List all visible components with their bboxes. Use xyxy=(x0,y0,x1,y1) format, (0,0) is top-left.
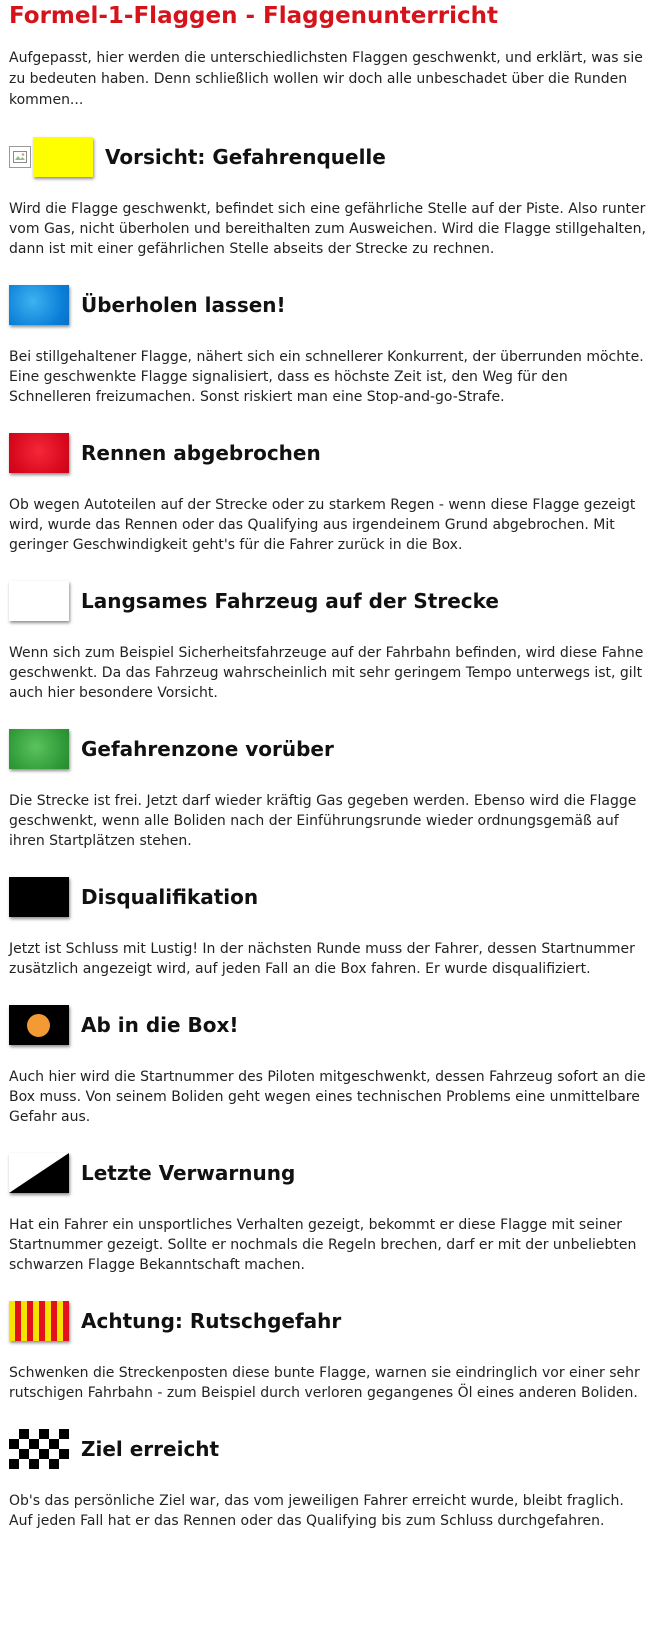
flag-section-checkered xyxy=(9,1427,646,1531)
flag-head xyxy=(9,1003,646,1047)
intro-text: Aufgepasst, hier werden die unterschiedlichsten Flaggen geschwenkt, und erklärt, was sie zu bedeuten haben. Denn schließlich wollen wir doch alle unbeschadet über die Runden kommen... xyxy=(9,50,643,108)
flag-description: Ob's das persönliche Ziel war, das vom jeweiligen Fahrer erreicht wurde, bleibt fraglich. Auf jeden Fall hat er das Rennen oder das Qualifying bis zum Schluss durchgefahren. xyxy=(9,1493,624,1529)
flag-section-yellow xyxy=(9,135,646,259)
flag-section-striped xyxy=(9,1299,646,1403)
flag-head xyxy=(9,431,646,475)
flag-heading: Gefahrenzone vorüber xyxy=(81,737,334,761)
green-flag-icon xyxy=(9,729,69,769)
flag-heading: Ab in die Box! xyxy=(81,1013,239,1037)
flag-head xyxy=(9,579,646,623)
checkered-flag-icon xyxy=(9,1429,69,1469)
flag-heading: Rennen abgebrochen xyxy=(81,441,321,465)
flag-head xyxy=(9,135,646,179)
flag-description: Hat ein Fahrer ein unsportliches Verhalten gezeigt, bekommt er diese Flagge mit seiner Startnummer gezeigt. Sollte er nochmals die Regeln brechen, darf er mit der unbeliebten schwarzen Flagge Bekanntschaft machen. xyxy=(9,1217,637,1273)
flag-section-black-white xyxy=(9,1151,646,1275)
flag-head xyxy=(9,875,646,919)
flag-description: Schwenken die Streckenposten diese bunte Flagge, warnen sie eindringlich vor einer sehr rutschigen Fahrbahn - zum Beispiel durch verloren gegangenes Öl eines anderen Boliden. xyxy=(9,1365,640,1401)
flag-description: Auch hier wird die Startnummer des Piloten mitgeschwenkt, dessen Fahrzeug sofort an die Box muss. Von seinem Boliden geht wegen eines technischen Problems eine unmittelbare Gefahr aus. xyxy=(9,1069,646,1125)
flag-description: Wird die Flagge geschwenkt, befindet sich eine gefährliche Stelle auf der Piste. Also runter vom Gas, nicht überholen und bereithalten zum Ausweichen. Wird die Flagge stillgehalten, dann ist mit einer gefährlichen Stelle abseits der Strecke zu rechnen. xyxy=(9,201,646,257)
flag-description: Die Strecke ist frei. Jetzt darf wieder kräftig Gas gegeben werden. Ebenso wird die Flagge geschwenkt, wenn alle Boliden nach der Einführungsrunde wieder ordnungsgemäß auf ihren Startplätzen stehen. xyxy=(9,793,637,849)
broken-image-icon xyxy=(9,146,31,168)
flag-description: Jetzt ist Schluss mit Lustig! In der nächsten Runde muss der Fahrer, dessen Startnummer zusätzlich angezeigt wird, auf jeden Fall an die Box fahren. Er wurde disqualifiziert. xyxy=(9,941,635,977)
yellow-red-striped-flag-icon xyxy=(9,1301,69,1341)
flag-section-black xyxy=(9,875,646,979)
black-orange-disc-flag-icon xyxy=(9,1005,69,1045)
flag-section-white xyxy=(9,579,646,703)
black-flag-icon xyxy=(9,877,69,917)
blue-flag-icon xyxy=(9,285,69,325)
flag-head xyxy=(9,283,646,327)
flag-heading: Letzte Verwarnung xyxy=(81,1161,296,1185)
flag-description: Ob wegen Autoteilen auf der Strecke oder zu starkem Regen - wenn diese Flagge gezeigt wird, wurde das Rennen oder das Qualifying aus irgendeinem Grund abgebrochen. Mit geringer Geschwindigkeit geht's für die Fahrer zurück in die Box. xyxy=(9,497,636,553)
black-white-diagonal-flag-icon xyxy=(9,1153,69,1193)
flag-heading: Achtung: Rutschgefahr xyxy=(81,1309,342,1333)
white-flag-icon xyxy=(9,581,69,621)
flag-heading: Vorsicht: Gefahrenquelle xyxy=(105,145,386,169)
flag-section-green xyxy=(9,727,646,851)
flag-description: Wenn sich zum Beispiel Sicherheitsfahrzeuge auf der Fahrbahn befinden, wird diese Fahne geschwenkt. Da das Fahrzeug wahrscheinlich mit sehr geringem Tempo unterwegs ist, gilt auch hier besondere Vorsicht. xyxy=(9,645,644,701)
flag-heading: Disqualifikation xyxy=(81,885,259,909)
flag-head xyxy=(9,727,646,771)
flag-head xyxy=(9,1427,646,1471)
flag-heading: Ziel erreicht xyxy=(81,1437,220,1461)
page-title: Formel-1-Flaggen - Flaggenunterricht xyxy=(9,3,498,29)
red-flag-icon xyxy=(9,433,69,473)
flag-section-blue xyxy=(9,283,646,407)
flag-heading: Überholen lassen! xyxy=(81,293,286,317)
flag-heading: Langsames Fahrzeug auf der Strecke xyxy=(81,589,499,613)
flag-head xyxy=(9,1151,646,1195)
yellow-flag-icon xyxy=(33,137,93,177)
flag-section-black-orange xyxy=(9,1003,646,1127)
flag-description: Bei stillgehaltener Flagge, nähert sich ein schnellerer Konkurrent, der überrunden möchte. Eine geschwenkte Flagge signalisiert, dass es höchste Zeit ist, den Weg für den Schnelleren freizumachen. Sonst riskiert man eine Stop-and-go-Strafe. xyxy=(9,349,644,405)
flag-head xyxy=(9,1299,646,1343)
flag-section-red xyxy=(9,431,646,555)
